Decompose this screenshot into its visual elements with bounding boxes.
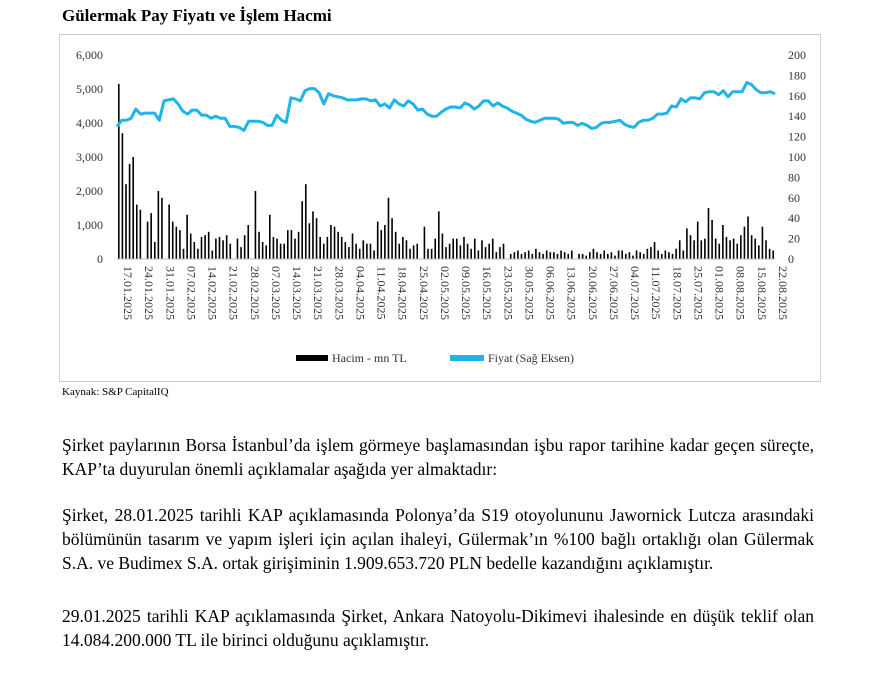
volume-bar xyxy=(211,251,213,260)
volume-bar xyxy=(647,249,649,259)
volume-bar xyxy=(287,230,289,259)
volume-bar xyxy=(366,244,368,259)
volume-bar xyxy=(632,256,634,259)
paragraph-intro: Şirket paylarının Borsa İstanbul’da işlem görmeye başlamasından işbu rapor tarihine kadar geçen süreçte, KAP’ta duyurulan önemli açıklamalar aşağıda yer almaktadır: xyxy=(62,435,814,479)
x-tick-label: 21.03.2025 xyxy=(311,266,326,320)
volume-bar xyxy=(442,234,444,260)
volume-bar xyxy=(621,251,623,260)
volume-bar xyxy=(273,237,275,259)
volume-bar xyxy=(740,235,742,259)
volume-bar xyxy=(409,249,411,259)
volume-bar xyxy=(514,252,516,259)
volume-bar xyxy=(629,252,631,259)
price-line xyxy=(117,83,775,131)
volume-bar xyxy=(208,232,210,259)
volume-bar xyxy=(283,244,285,259)
volume-bar xyxy=(524,252,526,259)
volume-bar xyxy=(416,244,418,259)
volume-bar xyxy=(708,208,710,259)
volume-bar xyxy=(431,249,433,259)
volume-bar xyxy=(229,244,231,259)
volume-bar xyxy=(427,249,429,259)
x-tick-label: 20.06.2025 xyxy=(585,266,600,320)
x-tick-label: 18.04.2025 xyxy=(395,266,410,320)
x-tick-label: 08.08.2025 xyxy=(733,266,748,320)
volume-bar xyxy=(136,205,138,259)
volume-bar xyxy=(589,252,591,259)
volume-bar xyxy=(747,217,749,260)
volume-bar xyxy=(244,235,246,259)
volume-bar xyxy=(578,254,580,259)
volume-bar xyxy=(478,251,480,260)
volume-bar xyxy=(276,239,278,259)
volume-bar xyxy=(643,254,645,259)
y-right-tick-label: 140 xyxy=(788,109,806,124)
chart-title: Gülermak Pay Fiyatı ve İşlem Hacmi xyxy=(62,6,332,25)
volume-bar xyxy=(603,251,605,260)
y-right-tick-label: 160 xyxy=(788,88,806,103)
volume-bar xyxy=(690,235,692,259)
volume-bar xyxy=(255,191,257,259)
x-tick-label: 04.04.2025 xyxy=(353,266,368,320)
volume-bar xyxy=(449,244,451,259)
volume-bar xyxy=(312,211,314,259)
volume-bar xyxy=(560,251,562,260)
volume-bar xyxy=(186,215,188,259)
volume-bar xyxy=(470,249,472,259)
x-tick-label: 25.07.2025 xyxy=(691,266,706,320)
x-tick-label: 21.02.2025 xyxy=(226,266,241,320)
y-right-tick-label: 180 xyxy=(788,68,806,83)
volume-bar xyxy=(413,245,415,259)
x-tick-label: 07.03.2025 xyxy=(268,266,283,320)
volume-bar xyxy=(118,84,120,259)
volume-bar xyxy=(611,252,613,259)
volume-bar xyxy=(499,247,501,259)
volume-bar xyxy=(521,254,523,259)
volume-bar xyxy=(481,240,483,259)
volume-bar xyxy=(715,239,717,259)
volume-bar xyxy=(460,245,462,259)
volume-bar xyxy=(334,227,336,259)
volume-bar xyxy=(567,254,569,259)
volume-bar xyxy=(722,225,724,259)
volume-bar xyxy=(298,232,300,259)
volume-bar xyxy=(247,225,249,259)
y-right-tick-label: 40 xyxy=(788,211,800,226)
volume-bar xyxy=(571,251,573,260)
volume-bar xyxy=(237,239,239,259)
volume-bar xyxy=(345,242,347,259)
volume-bar xyxy=(593,249,595,259)
volume-bar xyxy=(319,237,321,259)
y-right-tick-label: 60 xyxy=(788,190,800,205)
volume-bar xyxy=(158,191,160,259)
volume-bar xyxy=(388,198,390,259)
volume-bar xyxy=(549,252,551,259)
volume-bar xyxy=(125,184,127,259)
volume-bar xyxy=(301,201,303,259)
legend-volume-label: Hacim - mn TL xyxy=(332,351,407,365)
volume-bar xyxy=(154,242,156,259)
volume-bar xyxy=(341,237,343,259)
x-tick-label: 27.06.2025 xyxy=(607,266,621,320)
volume-bar xyxy=(675,249,677,259)
volume-bar xyxy=(657,251,659,260)
volume-bar xyxy=(517,251,519,260)
volume-bar xyxy=(348,247,350,259)
volume-bar xyxy=(503,244,505,259)
volume-bar xyxy=(736,244,738,259)
volume-bar xyxy=(510,254,512,259)
x-tick-label: 09.05.2025 xyxy=(459,266,474,320)
volume-bar xyxy=(204,235,206,259)
volume-bar xyxy=(758,245,760,259)
volume-bar xyxy=(377,222,379,259)
volume-bar xyxy=(384,225,386,259)
volume-bar xyxy=(726,237,728,259)
volume-bar xyxy=(402,237,404,259)
volume-bar xyxy=(140,210,142,259)
x-tick-label: 06.06.2025 xyxy=(543,266,558,320)
volume-bar xyxy=(398,244,400,259)
volume-bar xyxy=(686,228,688,259)
volume-bar xyxy=(718,244,720,259)
volume-bar xyxy=(762,227,764,259)
x-tick-label: 02.05.2025 xyxy=(437,266,452,320)
volume-bar xyxy=(363,240,365,259)
volume-bar xyxy=(269,215,271,259)
x-tick-label: 30.05.2025 xyxy=(522,266,537,320)
volume-bar xyxy=(564,252,566,259)
volume-bar xyxy=(438,211,440,259)
volume-bar xyxy=(733,239,735,259)
y-right-tick-label: 0 xyxy=(788,252,794,266)
volume-bar xyxy=(607,254,609,259)
volume-bar xyxy=(539,252,541,259)
volume-bar xyxy=(654,242,656,259)
volume-bar xyxy=(168,205,170,259)
volume-bar xyxy=(614,256,616,259)
volume-bar xyxy=(172,222,174,259)
x-tick-label: 18.07.2025 xyxy=(670,266,685,320)
volume-bar xyxy=(129,164,131,259)
x-tick-label: 23.05.2025 xyxy=(501,266,516,320)
volume-bar xyxy=(661,254,663,259)
volume-bar xyxy=(352,234,354,260)
volume-bar xyxy=(355,244,357,259)
x-tick-label: 15.08.2025 xyxy=(754,266,769,320)
volume-bar xyxy=(219,237,221,259)
volume-bar xyxy=(316,218,318,259)
y-right-tick-label: 100 xyxy=(788,150,806,164)
x-tick-label: 16.05.2025 xyxy=(480,266,495,320)
paragraph-polonya-ihale: Şirket, 28.01.2025 tarihli KAP açıklamasında Polonya’da S19 otoyolununu Jawornick Lutcza arasındaki bölümünün tasarım ve yapım işleri için açılan ihaleyi, Gülermak’ın %100 bağlı ortaklığı olan Gülermak S.A. ve Budimex S.A. ortak girişiminin 1.909.653.720 PLN bedelle kazandığını açıklamıştır. xyxy=(62,505,814,573)
y-right-tick-label: 80 xyxy=(788,170,800,185)
volume-bar xyxy=(668,252,670,259)
volume-bar xyxy=(711,220,713,259)
volume-bar xyxy=(215,239,217,259)
volume-bar xyxy=(697,222,699,259)
volume-bar xyxy=(359,249,361,259)
volume-bar xyxy=(679,240,681,259)
volume-bar xyxy=(291,230,293,259)
volume-bar xyxy=(485,247,487,259)
volume-bar xyxy=(772,251,774,260)
volume-bar xyxy=(492,239,494,259)
volume-bar xyxy=(700,240,702,259)
volume-bar xyxy=(327,237,329,259)
legend-price-label: Fiyat (Sağ Eksen) xyxy=(488,351,574,365)
volume-bar xyxy=(585,256,587,259)
volume-bar xyxy=(625,254,627,259)
y-left-tick-label: 1,000 xyxy=(76,218,103,232)
volume-bar xyxy=(751,235,753,259)
volume-bar xyxy=(391,218,393,259)
volume-bar xyxy=(337,232,339,259)
volume-bar xyxy=(546,251,548,260)
volume-bar xyxy=(600,254,602,259)
volume-bar xyxy=(452,239,454,259)
volume-bar xyxy=(150,213,152,259)
x-tick-label: 25.04.2025 xyxy=(416,266,431,320)
x-tick-label: 22.08.2025 xyxy=(776,266,790,320)
volume-bar xyxy=(309,223,311,259)
volume-bar xyxy=(265,245,267,259)
volume-bar xyxy=(380,230,382,259)
volume-bar xyxy=(147,222,149,259)
y-left-tick-label: 4,000 xyxy=(76,116,103,130)
volume-bar xyxy=(496,252,498,259)
x-tick-label: 01.08.2025 xyxy=(712,266,727,320)
volume-bar xyxy=(445,247,447,259)
volume-bar xyxy=(434,239,436,259)
volume-bar xyxy=(672,254,674,259)
volume-bar xyxy=(754,239,756,259)
volume-bar xyxy=(765,240,767,259)
volume-bar xyxy=(240,247,242,259)
volume-bar xyxy=(528,251,530,260)
x-tick-label: 28.02.2025 xyxy=(247,266,262,320)
volume-bar xyxy=(693,240,695,259)
x-tick-label: 11.07.2025 xyxy=(649,266,664,320)
volume-bar xyxy=(406,240,408,259)
volume-bar xyxy=(650,247,652,259)
volume-bar xyxy=(463,237,465,259)
volume-bar xyxy=(197,249,199,259)
y-left-tick-label: 3,000 xyxy=(76,150,103,164)
volume-bar xyxy=(488,244,490,259)
volume-bar xyxy=(161,198,163,259)
y-right-tick-label: 120 xyxy=(788,129,806,144)
volume-bar xyxy=(636,251,638,260)
volume-bar xyxy=(665,251,667,260)
legend-volume-swatch xyxy=(296,355,328,361)
volume-bar xyxy=(582,254,584,259)
volume-bar xyxy=(222,240,224,259)
volume-bar xyxy=(553,252,555,259)
volume-bar xyxy=(596,252,598,259)
volume-bar xyxy=(176,227,178,259)
volume-bar xyxy=(729,240,731,259)
volume-bar xyxy=(618,251,620,260)
x-tick-label: 14.02.2025 xyxy=(205,266,220,320)
volume-bar xyxy=(183,249,185,259)
volume-bar xyxy=(280,244,282,259)
volume-bar xyxy=(190,234,192,260)
volume-bar xyxy=(467,244,469,259)
source-note: Kaynak: S&P CapitalIQ xyxy=(62,386,169,398)
x-tick-label: 28.03.2025 xyxy=(332,266,347,320)
x-tick-label: 17.01.2025 xyxy=(121,266,135,320)
volume-bar xyxy=(370,244,372,259)
y-left-tick-label: 0 xyxy=(97,252,103,266)
y-left-tick-label: 6,000 xyxy=(76,48,103,62)
volume-bar xyxy=(179,230,181,259)
volume-bar xyxy=(683,251,685,260)
x-tick-label: 24.01.2025 xyxy=(142,266,157,320)
x-tick-label: 07.02.2025 xyxy=(184,266,199,320)
x-tick-label: 04.07.2025 xyxy=(628,266,643,320)
volume-bar xyxy=(323,244,325,259)
volume-bar xyxy=(201,237,203,259)
y-left-tick-label: 2,000 xyxy=(76,184,103,198)
volume-bar xyxy=(542,254,544,259)
volume-bar xyxy=(769,249,771,259)
x-tick-label: 31.01.2025 xyxy=(163,266,178,320)
volume-bar xyxy=(639,252,641,259)
volume-bar xyxy=(194,242,196,259)
volume-bar xyxy=(557,254,559,259)
volume-bar xyxy=(704,239,706,259)
volume-bar xyxy=(456,239,458,259)
paragraph-ankara-ihale: 29.01.2025 tarihli KAP açıklamasında Şirket, Ankara Natoyolu-Dikimevi ihalesinde en düşük teklif olan 14.084.200.000 TL ile birinci olduğunu açıklamıştır. xyxy=(62,606,814,650)
y-right-tick-label: 20 xyxy=(788,231,800,246)
volume-bar xyxy=(305,184,307,259)
volume-bar xyxy=(294,239,296,259)
volume-bar xyxy=(395,232,397,259)
volume-bar xyxy=(424,227,426,259)
volume-bar xyxy=(258,232,260,259)
volume-bar xyxy=(532,254,534,259)
volume-bar xyxy=(373,251,375,260)
volume-bar xyxy=(132,157,134,259)
volume-bar xyxy=(535,249,537,259)
y-left-tick-label: 5,000 xyxy=(76,82,103,96)
x-tick-label: 13.06.2025 xyxy=(564,266,579,320)
y-right-tick-label: 200 xyxy=(788,48,806,62)
volume-bar xyxy=(744,227,746,259)
volume-bar xyxy=(262,242,264,259)
volume-bar xyxy=(330,225,332,259)
volume-bar xyxy=(122,133,124,259)
volume-bar xyxy=(474,239,476,259)
x-tick-label: 14.03.2025 xyxy=(290,266,304,320)
legend-price-swatch xyxy=(450,355,484,361)
x-tick-label: 11.04.2025 xyxy=(374,266,389,320)
volume-bar xyxy=(226,235,228,259)
